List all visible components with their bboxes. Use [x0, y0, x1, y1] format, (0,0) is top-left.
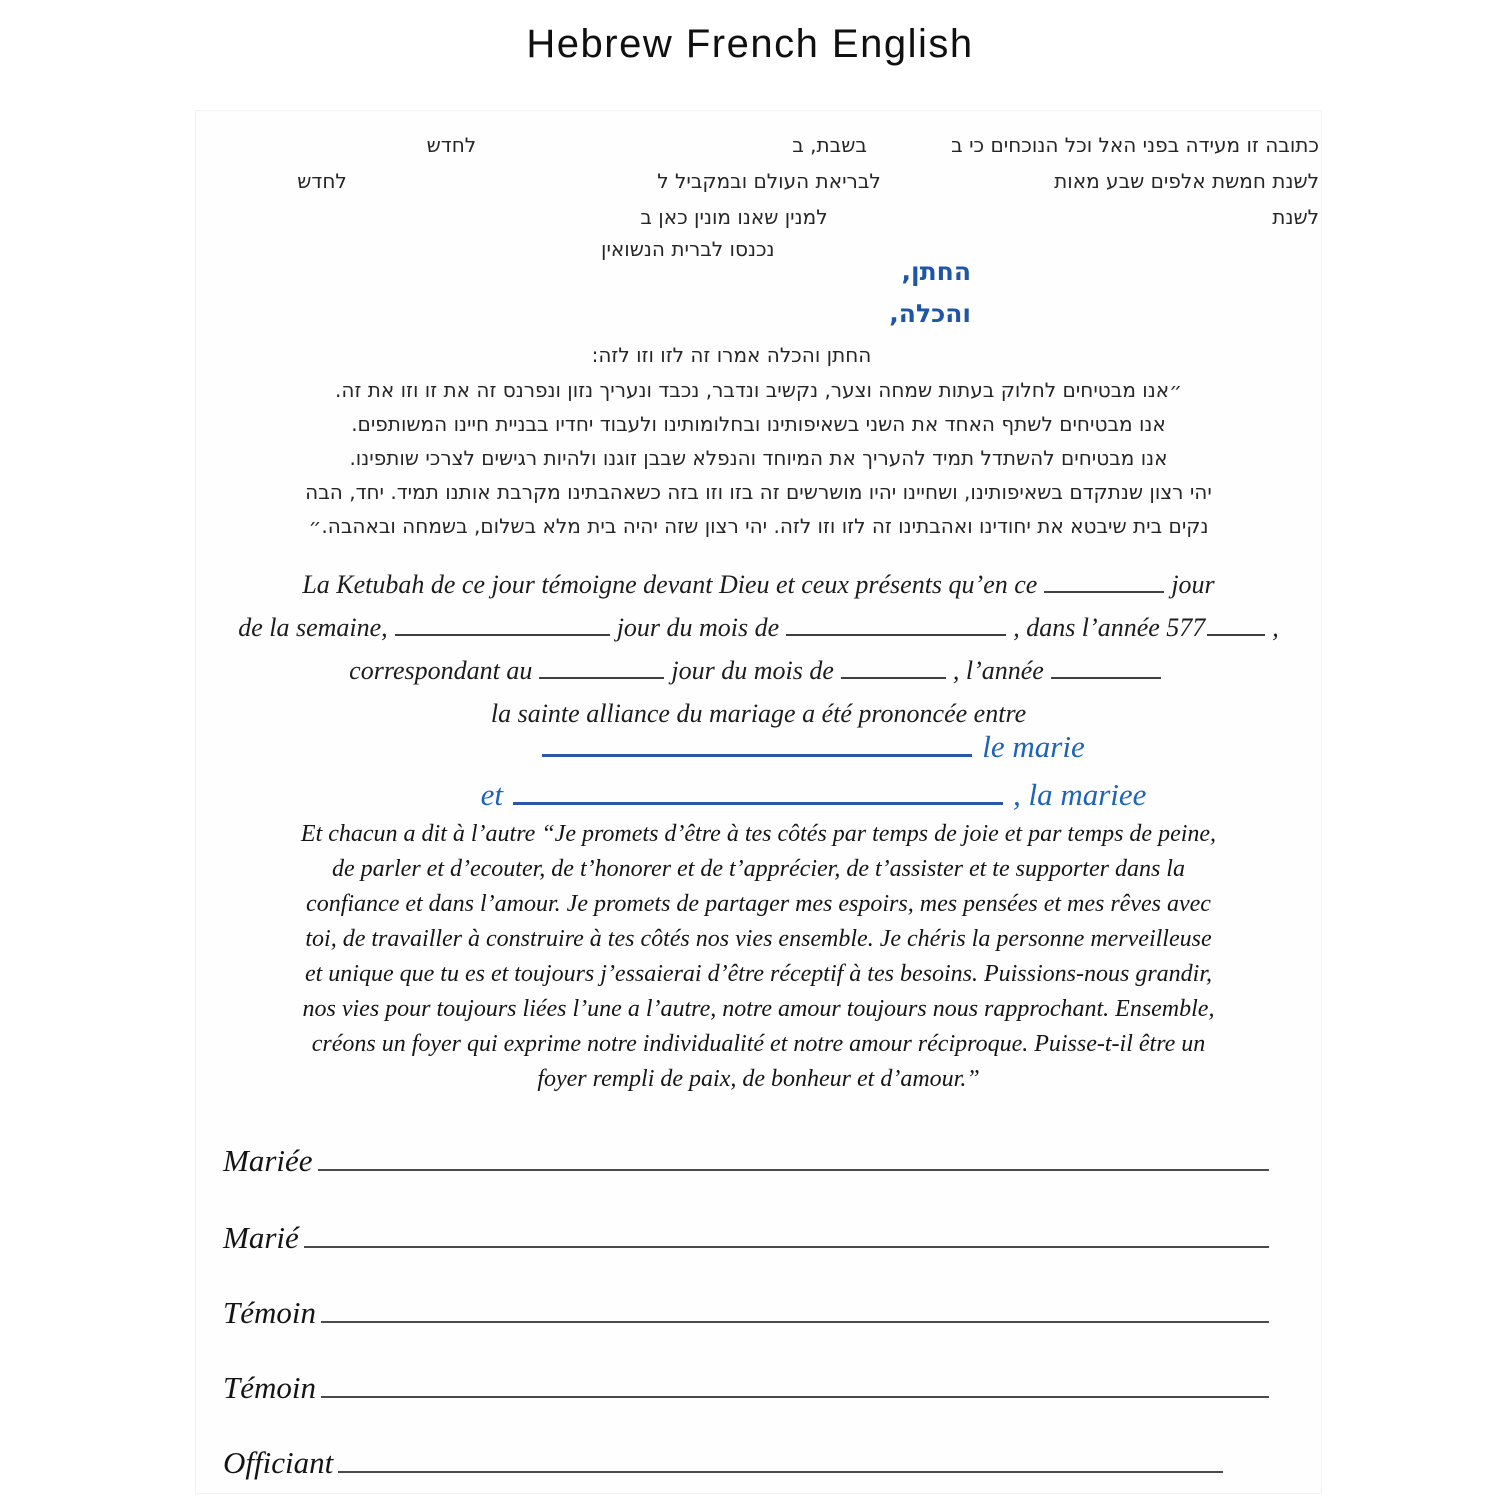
french-vow-line: de parler et d’ecouter, de t’honorer et de t’apprécier, de t’assister et te supporter dans la: [332, 856, 1185, 882]
hebrew-date-line-1: [196, 133, 1321, 167]
french-vow-line: nos vies pour toujours liées l’une a l’autre, notre amour toujours nous rapprochant. Ensemble,: [302, 996, 1215, 1022]
french-date-line-2: [196, 606, 1321, 649]
signature-label: Mariée: [223, 1143, 313, 1178]
signature-row-officiant: [223, 1445, 1223, 1481]
blank-year-suffix: [1207, 634, 1265, 636]
hebrew-line1-left: לחדש: [426, 133, 477, 157]
french-vow-line: toi, de travailler à construire à tes côtés nos vies ensemble. Je chéris la personne merveilleuse: [305, 926, 1212, 952]
french-text: , dans l’année 577: [1013, 613, 1206, 642]
hebrew-line1-middle: בשבת, ב: [792, 133, 867, 157]
groom-name-line: [246, 729, 1371, 765]
french-date-line-4: la sainte alliance du mariage a été prononcée entre: [490, 699, 1027, 728]
hebrew-groom-word: החתן,: [901, 257, 971, 286]
french-vows-paragraph: [196, 817, 1321, 1097]
french-text: jour du mois de: [671, 656, 834, 685]
french-date-section: [196, 563, 1321, 735]
french-text: jour: [1171, 570, 1215, 599]
french-vow-line: confiance et dans l’amour. Je promets de partager mes espoirs, mes pensées et mes rêves avec: [306, 891, 1211, 917]
hebrew-line2-right: לשנת חמשת אלפים שבע מאות: [1054, 169, 1319, 193]
blank-bride-name: [513, 802, 1003, 805]
hebrew-vow-line: נקים בית שיבטא את יחודינו ואהבתינו זה לזו וזו לזה. יהי רצון שזה יהיה בית מלא בשלום, בשמחה ובאהבה.״: [308, 514, 1209, 538]
groom-label: le marie: [982, 729, 1085, 764]
hebrew-line4-center: נכנסו לברית הנשואין: [601, 237, 775, 261]
signature-label: Témoin: [223, 1370, 316, 1405]
bride-name-line: [251, 777, 1376, 813]
french-text: correspondant au: [349, 656, 533, 685]
signature-line: [338, 1471, 1223, 1473]
signature-row-witness-2: [223, 1370, 1269, 1406]
hebrew-line2-middle: לבריאת העולם ובמקביל ל: [657, 169, 881, 193]
french-text: , l’année: [952, 656, 1044, 685]
hebrew-vow-line: אנו מבטיחים להשתדל תמיד להעריך את המיוחד והנפלא שבבן זוגנו ולהיות רגישים לצרכי שותפינו.: [349, 446, 1168, 470]
french-text: jour du mois de: [616, 613, 780, 642]
signature-label: Officiant: [223, 1445, 334, 1480]
french-vow-line: et unique que tu es et toujours j’essaierai d’être réceptif à tes besoins. Puissions-nous grandir,: [304, 961, 1213, 987]
blank-civil-month: [841, 677, 946, 679]
page-title: Hebrew French English: [526, 22, 974, 66]
hebrew-date-line-3: [196, 205, 1321, 239]
hebrew-date-line-4: [196, 237, 1321, 271]
signature-row-bride: [223, 1143, 1269, 1179]
signature-row-groom: [223, 1220, 1269, 1256]
french-date-line-3: [196, 649, 1321, 692]
signature-label: Marié: [223, 1220, 299, 1255]
french-vow-line: créons un foyer qui exprime notre individualité et notre amour réciproque. Puisse-t-il être un: [311, 1031, 1206, 1057]
blank-civil-year: [1051, 677, 1161, 679]
hebrew-line2-left: לחדש: [297, 169, 347, 193]
hebrew-said-line: החתן והכלה אמרו זה לזו וזו לזה:: [591, 343, 872, 367]
blank-groom-name: [542, 754, 972, 757]
signature-line: [318, 1169, 1269, 1171]
french-text: ,: [1272, 613, 1279, 642]
french-text: La Ketubah de ce jour témoigne devant Dieu et ceux présents qu’en ce: [302, 570, 1038, 599]
blank-day-of-month: [395, 634, 610, 636]
hebrew-line1-right: כתובה זו מעידה בפני האל וכל הנוכחים כי ב: [951, 133, 1319, 157]
hebrew-bride-word: והכלה,: [889, 299, 971, 328]
blank-day-of-week: [1044, 591, 1164, 593]
blank-month: [786, 634, 1006, 636]
french-vow-line: Et chacun a dit à l’autre “Je promets d’être à tes côtés par temps de joie et par temps de peine,: [300, 821, 1217, 847]
french-vow-line: foyer rempli de paix, de bonheur et d’amour.”: [537, 1066, 980, 1092]
hebrew-vow-line: יהי רצון שנתקדם בשאיפותינו, ושחיינו יהיו מושרשים זה בזו וזו בזה כשאהבתינו מקרבת אותנו תמיד. יחד, הבה: [305, 480, 1212, 504]
hebrew-vow-line: ״אנו מבטיחים לחלוק בעתות שמחה וצער, נקשיב ונדבר, נכבד ונעריך נזון ונפרנס זה את זו וזו את זה.: [335, 378, 1182, 402]
hebrew-vow-line: אנו מבטיחים לשתף האחד את השני בשאיפותינו ובחלומותינו ולעבוד יחדיו בבניית חיינו המשותפים.: [351, 412, 1166, 436]
signature-label: Témoin: [223, 1295, 316, 1330]
hebrew-line3-middle: למנין שאנו מונין כאן ב: [640, 205, 828, 229]
signature-line: [321, 1396, 1269, 1398]
bride-label: , la mariee: [1012, 777, 1147, 812]
hebrew-date-line-2: [196, 169, 1321, 203]
signature-line: [321, 1321, 1269, 1323]
blank-civil-day: [539, 677, 664, 679]
french-date-line-1: [196, 563, 1321, 606]
hebrew-vows-paragraph: [196, 373, 1321, 543]
signature-line: [304, 1246, 1269, 1248]
et-label: et: [480, 777, 503, 812]
hebrew-line3-right: לשנת: [1272, 205, 1319, 229]
signature-row-witness-1: [223, 1295, 1269, 1331]
ketubah-document: [195, 110, 1322, 1494]
french-text: de la semaine,: [238, 613, 388, 642]
